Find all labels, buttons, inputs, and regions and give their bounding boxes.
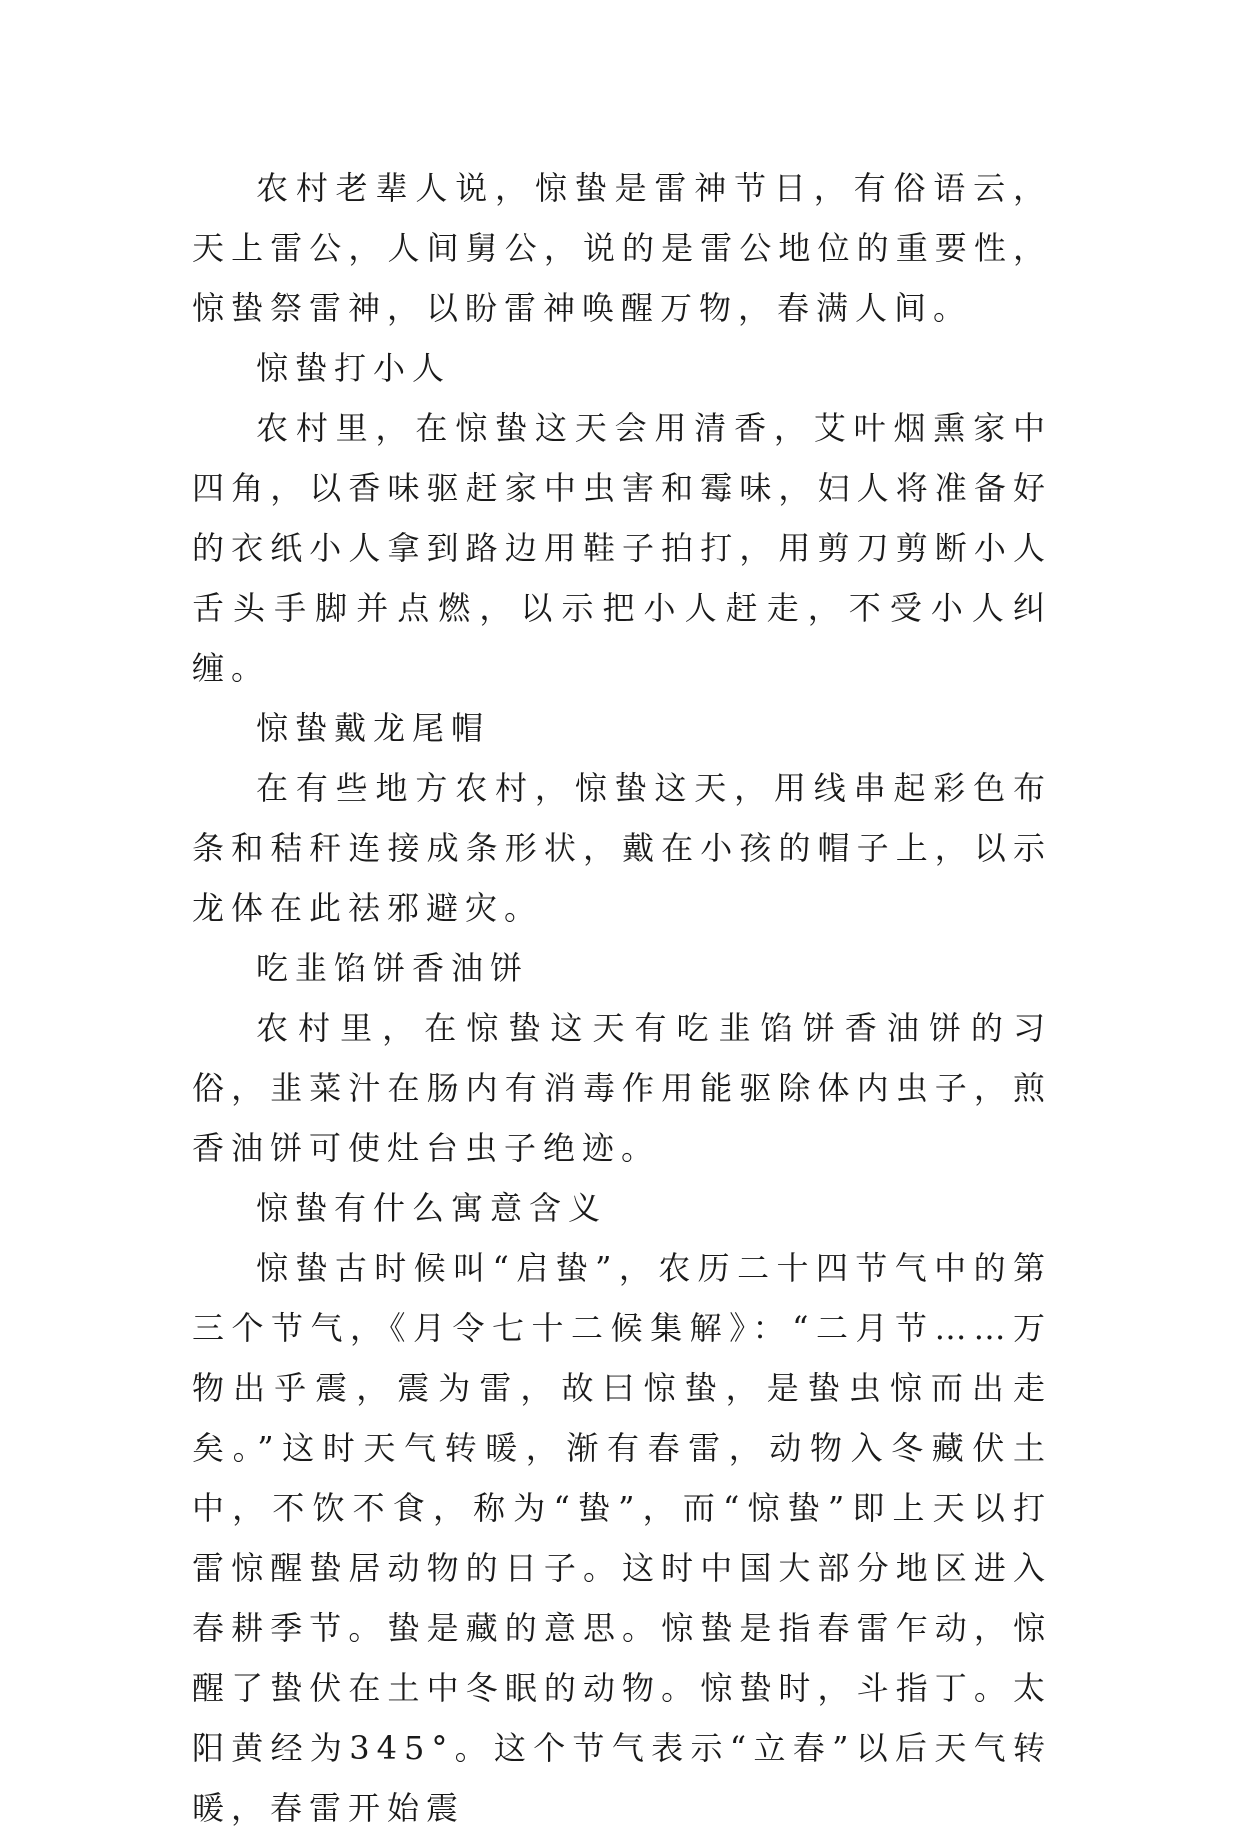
document-body [192,158,1052,1838]
paragraph-meaning: 惊蛰古时候叫“启蛰”，农历二十四节气中的第三个节气，《月令七十二候集解》：“二月节……万物出乎震，震为雷，故曰惊蛰，是蛰虫惊而出走矣。”这时天气转暖，渐有春雷，动物入冬藏伏土中，不饮不食，称为“蛰”，而“惊蛰”即上天以打雷惊醒蛰居动物的日子。这时中国大部分地区进入春耕季节。蛰是藏的意思。惊蛰是指春雷乍动，惊醒了蛰伏在土中冬眠的动物。惊蛰时，斗指丁。太阳黄经为345°。这个节气表示“立春”以后天气转暖，春雷开始震 [192,1249,1052,1827]
heading-beat-villain: 惊蛰打小人 [256,349,452,387]
paragraph-leek-pancake: 农村里，在惊蛰这天有吃韭馅饼香油饼的习俗，韭菜汁在肠内有消毒作用能驱除体内虫子，煎香油饼可使灶台虫子绝迹。 [192,1009,1052,1167]
heading-leek-pancake: 吃韭馅饼香油饼 [256,949,530,987]
paragraph-dragon-tail-hat: 在有些地方农村，惊蛰这天，用线串起彩色布条和秸秆连接成条形状，戴在小孩的帽子上，以示龙体在此祛邪避灾。 [192,769,1052,927]
paragraph-thunder-god: 农村老辈人说，惊蛰是雷神节日，有俗语云，天上雷公，人间舅公，说的是雷公地位的重要性，惊蛰祭雷神，以盼雷神唤醒万物，春满人间。 [192,169,1052,327]
paragraph-beat-villain: 农村里，在惊蛰这天会用清香，艾叶烟熏家中四角，以香味驱赶家中虫害和霉味，妇人将准备好的衣纸小人拿到路边用鞋子拍打，用剪刀剪断小人舌头手脚并点燃，以示把小人赶走，不受小人纠缠。 [192,409,1052,687]
heading-dragon-tail-hat: 惊蛰戴龙尾帽 [256,709,491,747]
heading-meaning: 惊蛰有什么寓意含义 [256,1189,608,1227]
